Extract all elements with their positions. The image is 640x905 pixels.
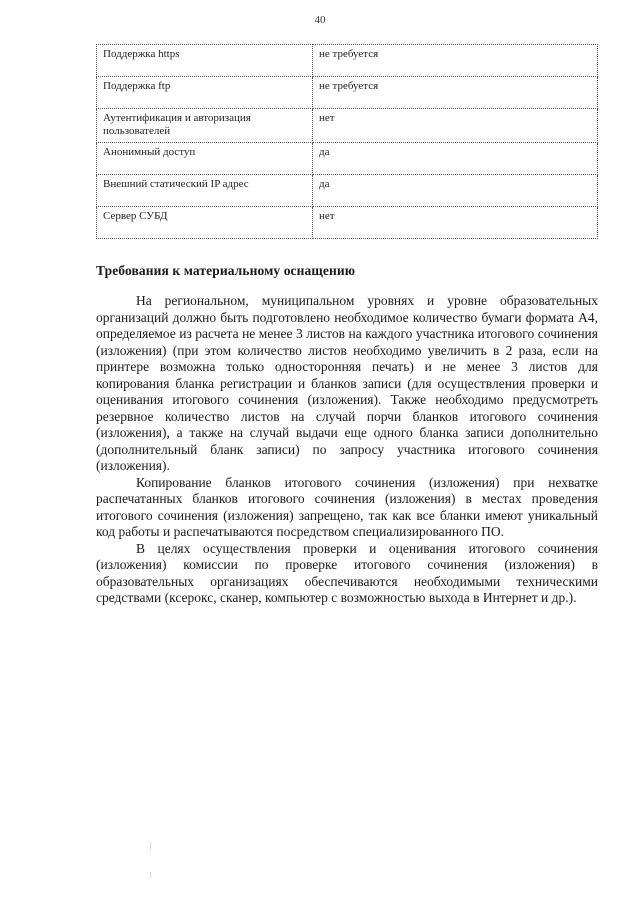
scan-artifact [150, 872, 151, 878]
requirements-table [96, 44, 598, 239]
table-row [97, 77, 598, 109]
paragraph: Копирование бланков итогового сочинения (изложения) при нехватке распечатанных бланков итогового сочинения (изложения) в местах проведения итогового сочинения (изложения) запрещено, так как все бланки имеют уникальный код работы и распечатываются посредством специализированного ПО. [96, 474, 598, 539]
scan-artifact [150, 842, 151, 850]
table-cell-parameter: Поддержка ftp [97, 77, 313, 109]
table-row [97, 175, 598, 207]
page-number: 40 [314, 14, 326, 26]
table-row [97, 207, 598, 239]
table-cell-value: не требуется [313, 45, 598, 77]
table-cell-value: нет [313, 207, 598, 239]
paragraph: На региональном, муниципальном уровнях и уровне образовательных организаций должно быть подготовлено необходимое количество бумаги формата А4, определяемое из расчета не менее 3 листов на каждого участника итогового сочинения (изложения) (при этом количество листов необходимо увеличить в 2 раза, если на принтере возможна только односторонняя печать) и не менее 3 листов для копирования бланка регистрации и бланков записи (для осуществления проверки и оценивания итогового сочинения (изложения). Также необходимо предусмотреть резервное количество листов на случай порчи бланков итогового сочинения (изложения), а также на случай выдачи еще одного бланка записи дополнительно (дополнительный бланк записи) по запросу участника итогового сочинения (изложения). [96, 293, 598, 473]
table-cell-value: не требуется [313, 77, 598, 109]
table-row [97, 143, 598, 175]
table-row [97, 45, 598, 77]
table-row [97, 109, 598, 143]
table-cell-parameter: Аутентификация и авторизация пользователей [97, 109, 313, 143]
section-body [96, 293, 598, 607]
table-cell-parameter: Сервер СУБД [97, 207, 313, 239]
table-cell-parameter: Поддержка https [97, 45, 313, 77]
table-cell-value: да [313, 175, 598, 207]
table-cell-value: нет [313, 109, 598, 143]
paragraph: В целях осуществления проверки и оценивания итогового сочинения (изложения) комиссии по проверке итогового сочинения (изложения) в образовательных организациях обеспечиваются необходимыми техническими средствами (ксерокс, сканер, компьютер с возможностью выхода в Интернет и др.). [96, 540, 598, 605]
table-cell-parameter: Анонимный доступ [97, 143, 313, 175]
table-cell-value: да [313, 143, 598, 175]
table-cell-parameter: Внешний статический IP адрес [97, 175, 313, 207]
section-heading: Требования к материальному оснащению [96, 263, 356, 278]
